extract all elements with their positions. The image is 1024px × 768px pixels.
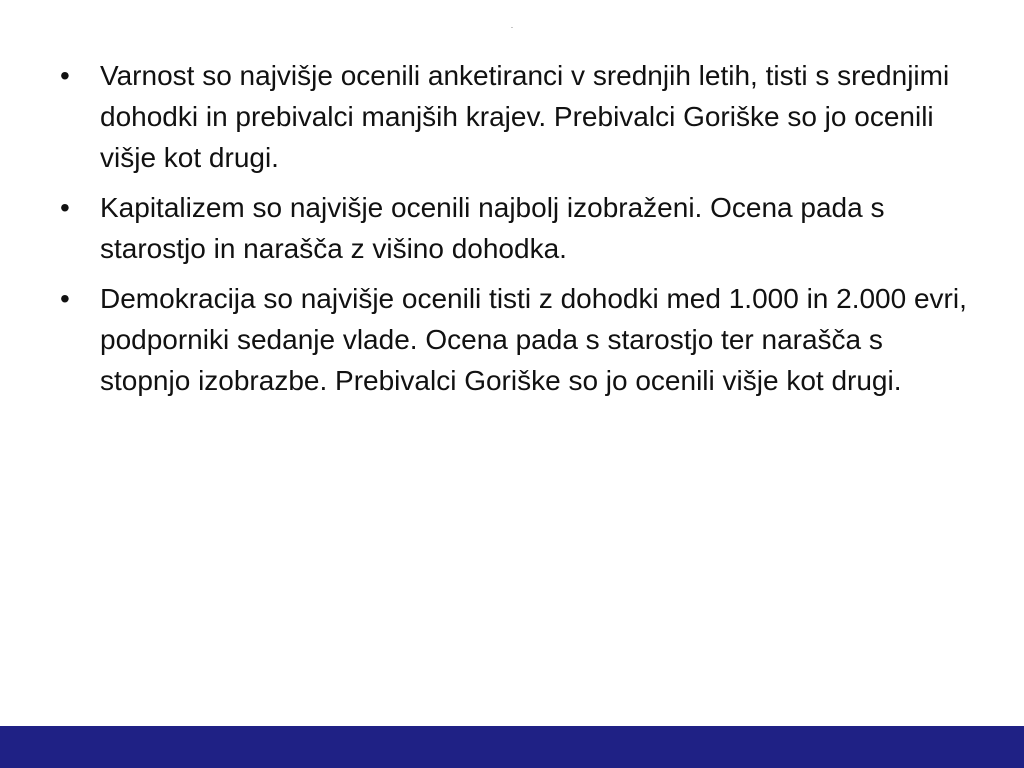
bullet-marker: • xyxy=(60,192,70,223)
bullet-text: Kapitalizem so najvišje ocenili najbolj izobraženi. Ocena pada s starostjo in narašča z višino dohodka. xyxy=(100,192,885,264)
bullet-marker: • xyxy=(60,60,70,91)
bullet-text: Varnost so najvišje ocenili anketiranci v srednjih letih, tisti s srednjimi dohodki in prebivalci manjših krajev. Prebivalci Goriške so jo ocenili višje kot drugi. xyxy=(100,60,950,173)
bullet-item-varnost xyxy=(60,55,970,178)
footer-bar xyxy=(0,726,1024,768)
bullet-marker: • xyxy=(60,283,70,314)
slide-title: . xyxy=(510,21,514,30)
bullet-text: Demokracija so najvišje ocenili tisti z dohodki med 1.000 in 2.000 evri, podporniki sedanje vlade. Ocena pada s starostjo ter narašča s stopnjo izobrazbe. Prebivalci Goriške so jo ocenili višje kot drugi. xyxy=(100,283,967,396)
bullet-list xyxy=(60,55,970,410)
bullet-item-demokracija xyxy=(60,278,970,401)
bullet-item-kapitalizem xyxy=(60,187,970,269)
